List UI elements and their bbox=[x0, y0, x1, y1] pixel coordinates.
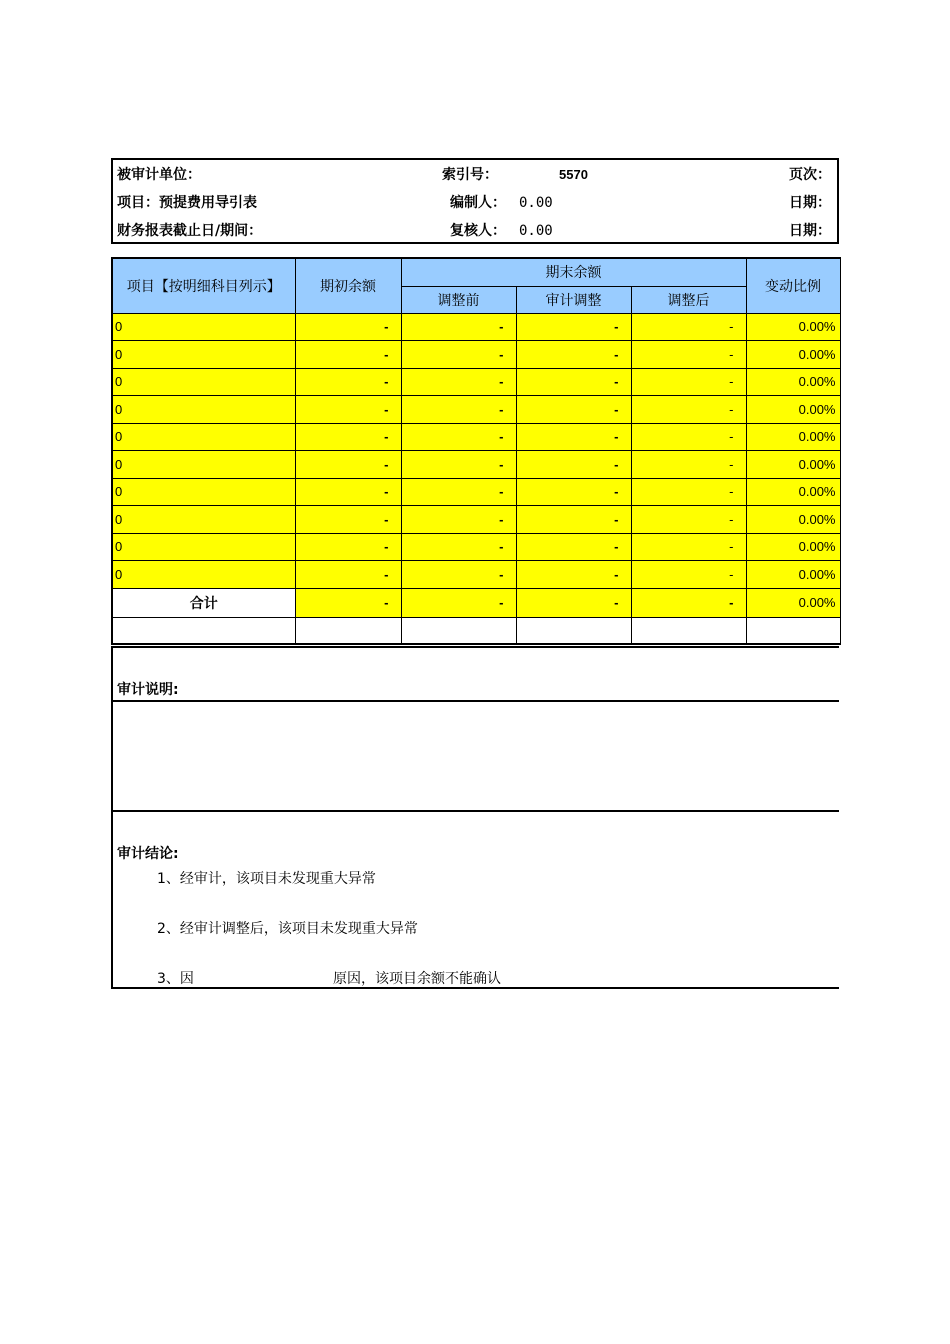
total-audit-adj: - bbox=[516, 588, 631, 617]
date-label-2: 日期： bbox=[789, 223, 831, 239]
blank-cell bbox=[631, 617, 746, 644]
reviewer-label: 复核人： bbox=[450, 223, 506, 239]
item-label: 项目：预提费用导引表 bbox=[117, 195, 257, 211]
index-value: 5570 bbox=[559, 167, 588, 182]
row-after-adj: - bbox=[631, 313, 746, 341]
page-label: 页次： bbox=[789, 167, 831, 183]
row-audit-adj: - bbox=[516, 341, 631, 369]
col-opening-header: 期初余额 bbox=[295, 258, 401, 313]
period-label: 财务报表截止日/期间： bbox=[117, 223, 263, 239]
table-row bbox=[112, 396, 840, 424]
header-row-period bbox=[113, 217, 837, 245]
table-header-row bbox=[112, 258, 840, 286]
row-after-adj: - bbox=[631, 506, 746, 534]
row-change-ratio: 0.00% bbox=[746, 368, 840, 396]
divider bbox=[113, 810, 839, 812]
row-after-adj: - bbox=[631, 368, 746, 396]
row-opening: - bbox=[295, 368, 401, 396]
blank-cell bbox=[112, 617, 295, 644]
total-change-ratio: 0.00% bbox=[746, 588, 840, 617]
row-after-adj: - bbox=[631, 396, 746, 424]
row-opening: - bbox=[295, 451, 401, 479]
row-item-name: 0 bbox=[112, 451, 295, 479]
row-before-adj: - bbox=[401, 561, 516, 589]
row-opening: - bbox=[295, 561, 401, 589]
row-audit-adj: - bbox=[516, 506, 631, 534]
audit-conclusion-label: 审计结论: bbox=[117, 846, 179, 862]
audit-explanation-label: 审计说明: bbox=[117, 682, 179, 698]
preparer-label: 编制人： bbox=[450, 195, 506, 211]
blank-cell bbox=[295, 617, 401, 644]
row-change-ratio: 0.00% bbox=[746, 423, 840, 451]
table-row bbox=[112, 451, 840, 479]
row-audit-adj: - bbox=[516, 396, 631, 424]
total-opening: - bbox=[295, 588, 401, 617]
table-row bbox=[112, 533, 840, 561]
row-change-ratio: 0.00% bbox=[746, 341, 840, 369]
row-audit-adj: - bbox=[516, 313, 631, 341]
total-row bbox=[112, 588, 840, 617]
row-audit-adj: - bbox=[516, 478, 631, 506]
row-change-ratio: 0.00% bbox=[746, 451, 840, 479]
row-change-ratio: 0.00% bbox=[746, 396, 840, 424]
row-before-adj: - bbox=[401, 451, 516, 479]
col-before-adj-header: 调整前 bbox=[401, 286, 516, 313]
blank-cell bbox=[401, 617, 516, 644]
header-info-box bbox=[111, 158, 839, 244]
row-opening: - bbox=[295, 478, 401, 506]
row-before-adj: - bbox=[401, 478, 516, 506]
conclusion-item-1: 1、经审计，该项目未发现重大异常 bbox=[157, 871, 376, 887]
blank-row bbox=[112, 617, 840, 644]
row-audit-adj: - bbox=[516, 561, 631, 589]
col-audit-adj-header: 审计调整 bbox=[516, 286, 631, 313]
row-item-name: 0 bbox=[112, 368, 295, 396]
header-row-unit bbox=[113, 161, 837, 189]
row-before-adj: - bbox=[401, 368, 516, 396]
table-row bbox=[112, 478, 840, 506]
table-row bbox=[112, 506, 840, 534]
row-opening: - bbox=[295, 533, 401, 561]
row-opening: - bbox=[295, 313, 401, 341]
row-audit-adj: - bbox=[516, 533, 631, 561]
preparer-value: 0.00 bbox=[519, 195, 553, 211]
row-after-adj: - bbox=[631, 451, 746, 479]
row-item-name: 0 bbox=[112, 533, 295, 561]
table-row bbox=[112, 313, 840, 341]
row-after-adj: - bbox=[631, 533, 746, 561]
row-change-ratio: 0.00% bbox=[746, 561, 840, 589]
row-opening: - bbox=[295, 506, 401, 534]
row-item-name: 0 bbox=[112, 313, 295, 341]
row-change-ratio: 0.00% bbox=[746, 506, 840, 534]
row-item-name: 0 bbox=[112, 561, 295, 589]
conclusion-item-3-prefix: 3、因 bbox=[157, 971, 194, 987]
row-item-name: 0 bbox=[112, 506, 295, 534]
row-after-adj: - bbox=[631, 423, 746, 451]
audited-unit-label: 被审计单位： bbox=[117, 167, 201, 183]
row-item-name: 0 bbox=[112, 341, 295, 369]
row-audit-adj: - bbox=[516, 423, 631, 451]
row-before-adj: - bbox=[401, 313, 516, 341]
row-before-adj: - bbox=[401, 506, 516, 534]
total-after-adj: - bbox=[631, 588, 746, 617]
reviewer-value: 0.00 bbox=[519, 223, 553, 239]
table-row bbox=[112, 561, 840, 589]
row-before-adj: - bbox=[401, 396, 516, 424]
row-opening: - bbox=[295, 423, 401, 451]
row-change-ratio: 0.00% bbox=[746, 533, 840, 561]
col-item-header: 项目【按明细科目列示】 bbox=[112, 258, 295, 313]
row-before-adj: - bbox=[401, 341, 516, 369]
index-label: 索引号： bbox=[442, 167, 498, 183]
divider bbox=[113, 700, 839, 702]
row-item-name: 0 bbox=[112, 423, 295, 451]
row-after-adj: - bbox=[631, 341, 746, 369]
row-after-adj: - bbox=[631, 561, 746, 589]
guide-table bbox=[111, 257, 841, 645]
row-audit-adj: - bbox=[516, 451, 631, 479]
date-label-1: 日期： bbox=[789, 195, 831, 211]
row-opening: - bbox=[295, 396, 401, 424]
table-row bbox=[112, 368, 840, 396]
row-item-name: 0 bbox=[112, 478, 295, 506]
table-row bbox=[112, 341, 840, 369]
row-change-ratio: 0.00% bbox=[746, 478, 840, 506]
row-after-adj: - bbox=[631, 478, 746, 506]
col-closing-group-header: 期末余额 bbox=[401, 258, 746, 286]
row-opening: - bbox=[295, 341, 401, 369]
header-row-item bbox=[113, 189, 837, 217]
col-change-ratio-header: 变动比例 bbox=[746, 258, 840, 313]
conclusion-item-3-suffix: 原因，该项目余额不能确认 bbox=[333, 971, 501, 987]
row-audit-adj: - bbox=[516, 368, 631, 396]
row-before-adj: - bbox=[401, 533, 516, 561]
total-before-adj: - bbox=[401, 588, 516, 617]
row-before-adj: - bbox=[401, 423, 516, 451]
row-item-name: 0 bbox=[112, 396, 295, 424]
blank-cell bbox=[746, 617, 840, 644]
row-change-ratio: 0.00% bbox=[746, 313, 840, 341]
total-label: 合计 bbox=[112, 588, 295, 617]
table-row bbox=[112, 423, 840, 451]
blank-cell bbox=[516, 617, 631, 644]
col-after-adj-header: 调整后 bbox=[631, 286, 746, 313]
audit-notes bbox=[111, 646, 839, 989]
conclusion-item-2: 2、经审计调整后，该项目未发现重大异常 bbox=[157, 921, 418, 937]
